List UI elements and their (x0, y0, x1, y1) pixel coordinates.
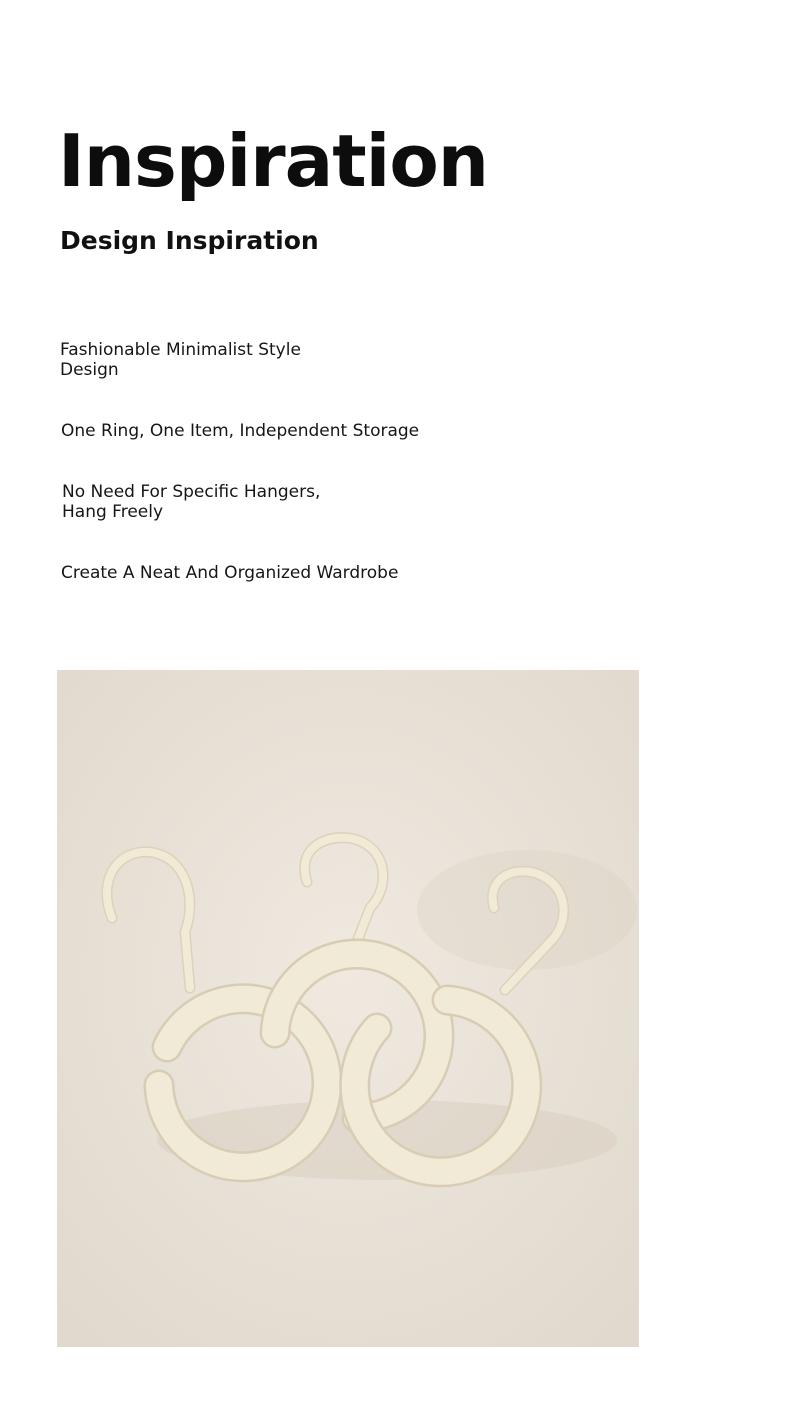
feature-item: One Ring, One Item, Independent Storage (61, 421, 420, 441)
ring-hangers-illustration (57, 670, 639, 1347)
feature-item: Create A Neat And Organized Wardrobe (61, 563, 399, 583)
product-photo (57, 670, 639, 1347)
page-title: Inspiration (58, 119, 489, 203)
section-subtitle: Design Inspiration (60, 226, 319, 255)
feature-item: Fashionable Minimalist Style Design (60, 340, 301, 380)
feature-item: No Need For Specific Hangers, Hang Freely (62, 482, 321, 522)
